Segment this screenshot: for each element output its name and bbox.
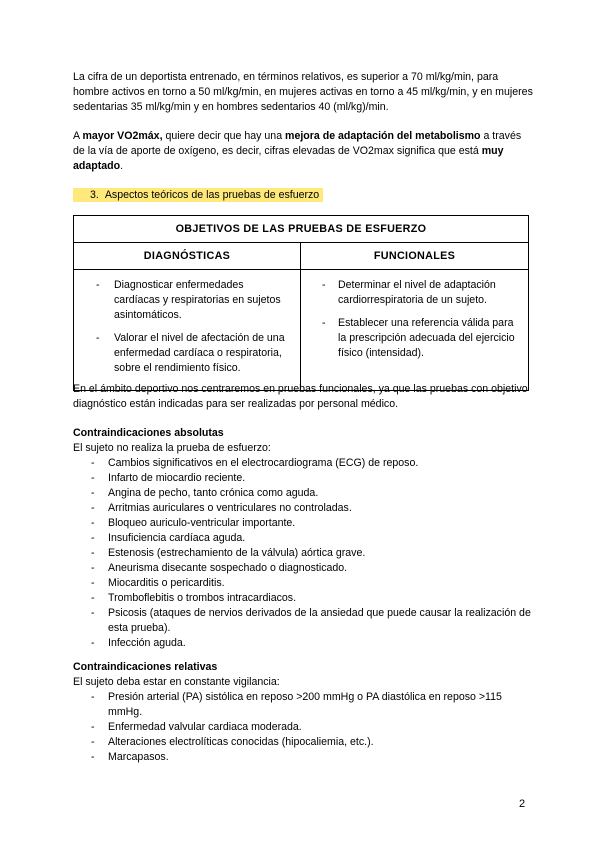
functional-item: - Determinar el nivel de adaptación cardiorrespiratoria de un sujeto.: [309, 278, 520, 308]
page-number: 2: [519, 798, 526, 810]
list-item: - Miocarditis o pericarditis.: [73, 576, 535, 591]
list-item: - Cambios significativos en el electrocardiograma (ECG) de reposo.: [73, 456, 535, 471]
list-item: - Marcapasos.: [73, 750, 535, 765]
para2-text-3: a través de la vía de aporte de oxígeno, es decir, cifras elevadas de VO2max significa que está: [73, 130, 522, 157]
list-item: - Presión arterial (PA) sistólica en reposo >200 mmHg o PA diastólica en reposo >115 mmHg.: [73, 690, 535, 720]
functional-item: - Establecer una referencia válida para la prescripción adecuada del ejercicio físico (intensidad).: [309, 316, 520, 361]
list-item: - Bloqueo auriculo-ventricular importante.: [73, 516, 535, 531]
functional-tests-paragraph: En el ámbito deportivo nos centraremos en pruebas funcionales, ya que las pruebas con objetivo diagnóstico están indicadas para ser realizadas por personal médico.: [73, 383, 528, 410]
vo2-values-paragraph: La cifra de un deportista entrenado, en términos relativos, es superior a 70 ml/kg/min, para hombre activos en torno a 50 ml/kg/min, en mujeres activas en torno a 45 ml/kg/min, y en mujeres sedentarias 35 ml/kg/min y en hombres sedentarios 40 (ml/kg)/min.: [73, 71, 533, 113]
para2-text-4: .: [120, 160, 124, 172]
list-item: - Infarto de miocardio reciente.: [73, 471, 535, 486]
list-item: - Infección aguda.: [73, 636, 535, 651]
list-item: - Estenosis (estrechamiento de la válvula) aórtica grave.: [73, 546, 535, 561]
vo2max-adaptation-paragraph: [73, 129, 533, 174]
para2-bold-2: mejora de adaptación del metabolismo: [285, 130, 481, 142]
relative-contraindications-intro: El sujeto deba estar en constante vigilancia:: [73, 676, 280, 688]
functional-objectives-cell: [301, 270, 529, 391]
para2-text-1: A: [73, 130, 83, 142]
relative-contraindications-title: Contraindicaciones relativas: [73, 661, 218, 673]
section-3-number: 3.: [90, 189, 99, 201]
relative-contraindications-list: [73, 690, 535, 765]
list-item: - Psicosis (ataques de nervios derivados de la ansiedad que puede causar la realización de esta prueba).: [73, 606, 535, 636]
list-item: - Alteraciones electrolíticas conocidas (hipocaliemia, etc.).: [73, 735, 535, 750]
section-3-title: Aspectos teóricos de las pruebas de esfuerzo: [104, 189, 320, 201]
section-3-highlight: [73, 188, 323, 202]
para2-bold-1: mayor VO2máx,: [82, 130, 163, 142]
diagnostic-item: - Valorar el nivel de afectación de una enfermedad cardíaca o respiratoria, sobre el rendimiento físico.: [82, 331, 292, 376]
para2-bold-3: muy adaptado: [73, 145, 504, 172]
list-item: - Enfermedad valvular cardiaca moderada.: [73, 720, 535, 735]
section-3-heading: [73, 188, 323, 203]
list-item: - Insuficiencia cardíaca aguda.: [73, 531, 535, 546]
list-item: - Aneurisma disecante sospechado o diagnosticado.: [73, 561, 535, 576]
list-item: - Angina de pecho, tanto crónica como aguda.: [73, 486, 535, 501]
functional-column-header: FUNCIONALES: [301, 243, 529, 270]
diagnostic-column-header: DIAGNÓSTICAS: [74, 243, 301, 270]
absolute-contraindications-intro: El sujeto no realiza la prueba de esfuerzo:: [73, 442, 271, 454]
diagnostic-item: - Diagnosticar enfermedades cardíacas y respiratorias en sujetos asintomáticos.: [82, 278, 292, 323]
diagnostic-objectives-cell: [74, 270, 301, 391]
objectives-table: [73, 215, 529, 391]
para2-text-2: quiere decir que hay una: [162, 130, 286, 142]
absolute-contraindications-list: [73, 456, 535, 651]
absolute-contraindications-title: Contraindicaciones absolutas: [73, 427, 224, 439]
list-item: - Arritmias auriculares o ventriculares no controladas.: [73, 501, 535, 516]
objectives-table-title: OBJETIVOS DE LAS PRUEBAS DE ESFUERZO: [74, 216, 529, 243]
list-item: - Tromboflebitis o trombos intracardiacos.: [73, 591, 535, 606]
